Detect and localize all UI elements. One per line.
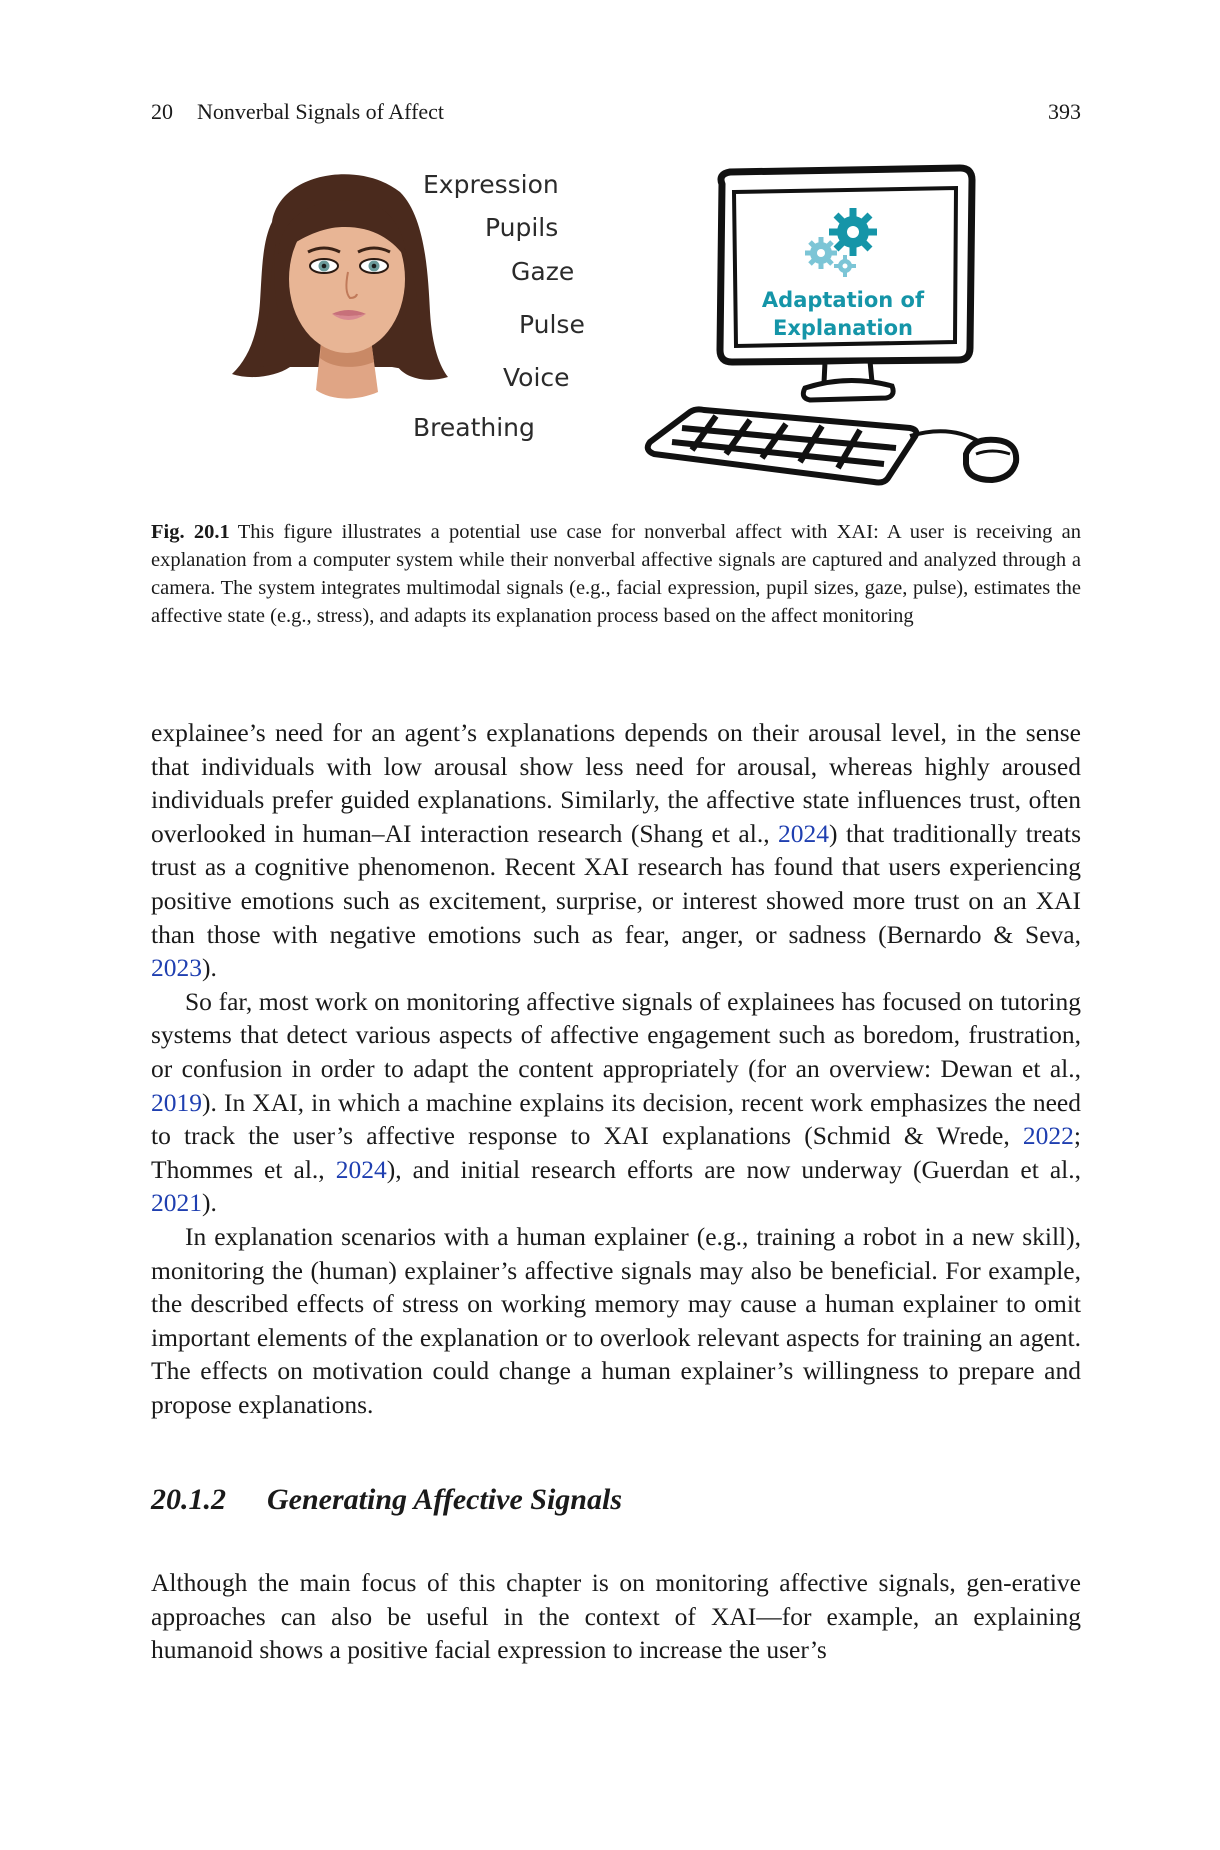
paragraph-2-text-c: ; Thommes et al., (151, 1121, 1081, 1184)
citation-link-schmid-2022[interactable]: 2022 (1022, 1121, 1074, 1151)
signal-label-pulse: Pulse (519, 310, 585, 339)
paragraph-2-text-a: So far, most work on monitoring affective signals of explainees has focused on tutoring systems that detect various aspects of affective engagement such as boredom, frustration, or confusion in order to adapt the content appropriately (for an overview: Dewan et al., (151, 986, 1081, 1083)
signal-label-pupils: Pupils (485, 213, 559, 242)
body-text-upper (151, 716, 1081, 1421)
gear-large-icon (829, 208, 877, 256)
citation-link-dewan-2019[interactable]: 2019 (151, 1087, 202, 1117)
paragraph-2-text-e: ). (202, 1188, 217, 1218)
figure-caption (151, 518, 1081, 630)
citation-link-thommes-2024[interactable]: 2024 (335, 1154, 387, 1184)
mouse-cable (910, 431, 980, 442)
citation-link-guerdan-2021[interactable]: 2021 (151, 1188, 202, 1218)
body-text-lower (151, 1566, 1081, 1667)
citation-link-bernardo-2023[interactable]: 2023 (151, 953, 202, 983)
running-head (151, 98, 1081, 126)
paragraph-1-text-a: explainee’s need for an agent’s explanations depends on their arousal level, in the sense that individuals with low arousal show less need for arousal, whereas highly aroused individuals prefer guided explanations. Similarly, the affective state influences trust, often overlooked in human–AI interaction research (Shang et al., (151, 718, 1081, 848)
signal-label-gaze: Gaze (511, 257, 575, 286)
section-number: 20.1.2 (151, 1483, 226, 1516)
mouse (966, 440, 1016, 480)
screen-text-line1: Adaptation of (761, 288, 925, 312)
chapter-number: 20 (151, 99, 173, 124)
page-number: 393 (1048, 99, 1081, 124)
paragraph-3: In explanation scenarios with a human explainer (e.g., training a robot in a new skill), monitoring the (human) explainer’s affective signals may also be beneficial. For example, the described effects of stress on working memory may cause a human explainer to omit important elements of the explanation or to overlook relevant aspects for training an agent. The effects on motivation could change a human explainer’s willingness to prepare and propose explanations. (151, 1221, 1081, 1419)
paragraph-4: Although the main focus of this chapter is on monitoring affective signals, gen-erative approaches can also be useful in the context of XAI—for example, an explaining humanoid shows a positive facial expression to increase the user’s (151, 1568, 1081, 1665)
citation-link-shang-2024[interactable]: 2024 (778, 818, 830, 848)
running-head-chapter (151, 98, 444, 126)
monitor-base (803, 380, 893, 400)
screen-text-line2: Explanation (772, 316, 914, 340)
user-face-illustration (232, 174, 448, 398)
chapter-title: Nonverbal Signals of Affect (197, 99, 445, 124)
screen-adaptation-text (742, 286, 944, 342)
signal-label-expression: Expression (423, 170, 559, 199)
signal-label-voice: Voice (503, 363, 570, 392)
paragraph-1-text-b: ) that traditionally treats trust as a cognitive phenomenon. Recent XAI research has found that users experiencing positive emotions such as excitement, surprise, or interest showed more trust on an XAI than those with negative emotions such as fear, anger, or sadness (Bernardo & Seva, (151, 818, 1081, 949)
left-pupil (322, 264, 327, 269)
paragraph-1-text-c: ). (202, 953, 217, 983)
figure-20-1 (220, 162, 1020, 502)
paragraph-1 (151, 716, 1081, 985)
signal-label-breathing: Breathing (413, 413, 535, 442)
section-title: Generating Affective Signals (267, 1483, 622, 1516)
right-pupil (372, 264, 377, 269)
paragraph-2 (151, 985, 1081, 1220)
paragraph-2-text-d: ), and initial research efforts are now underway (Guerdan et al., (386, 1154, 1081, 1184)
figure-caption-text: This figure illustrates a potential use case for nonverbal affect with XAI: A user is receiving an explanation from a computer system while their nonverbal affective signals are captured and analyzed through a camera. The system integrates multimodal signals (e.g., facial expression, pupil sizes, gaze, pulse), estimates the affective state (e.g., stress), and adapts its explanation process based on the affect monitoring (151, 521, 1082, 627)
paragraph-2-text-b: ). In XAI, in which a machine explains its decision, recent work emphasizes the need to track the user’s affective response to XAI explanations (Schmid & Wrede, (151, 1087, 1081, 1151)
figure-caption-label: Fig. 20.1 (151, 521, 230, 543)
section-heading (151, 1482, 1081, 1518)
